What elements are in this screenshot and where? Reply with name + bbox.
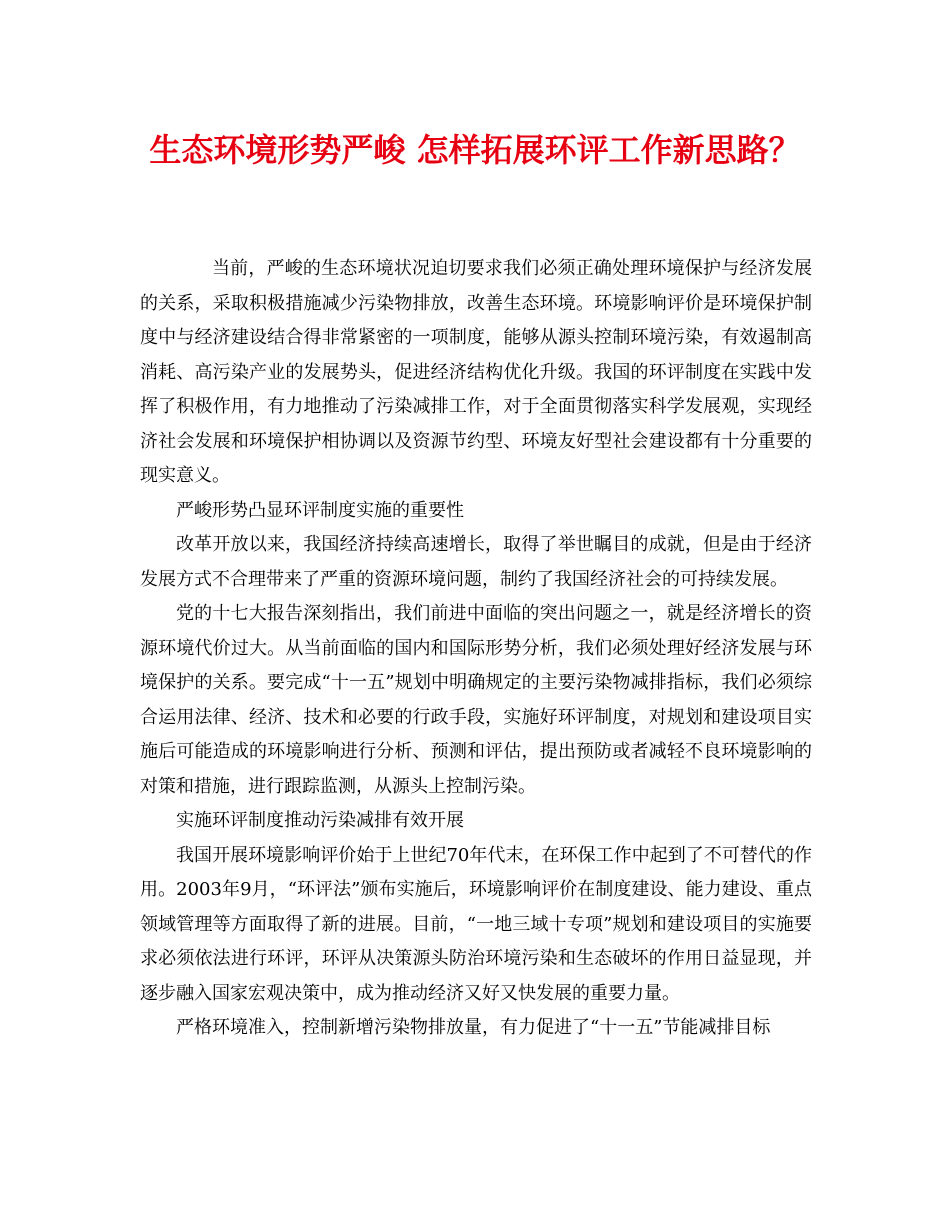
article-body	[140, 252, 812, 1046]
paragraph-intro: 当前，严峻的生态环境状况迫切要求我们必须正确处理环境保护与经济发展的关系，采取积极措施减少污染物排放，改善生态环境。环境影响评价是环境保护制度中与经济建设结合得非常紧密的一项制度，能够从源头控制环境污染，有效遏制高消耗、高污染产业的发展势头，促进经济结构优化升级。我国的环评制度在实践中发挥了积极作用，有力地推动了污染减排工作，对于全面贯彻落实科学发展观，实现经济社会发展和环境保护相协调以及资源节约型、环境友好型社会建设都有十分重要的现实意义。	[140, 258, 812, 486]
paragraph-reform: 改革开放以来，我国经济持续高速增长，取得了举世瞩目的成就，但是由于经济发展方式不合理带来了严重的资源环境问题，制约了我国经济社会的可持续发展。	[140, 534, 812, 590]
section-heading-importance: 严峻形势凸显环评制度实施的重要性	[176, 499, 464, 521]
section-heading-reduction: 实施环评制度推动污染减排有效开展	[176, 810, 464, 831]
paragraph-environmental-access: 严格环境准入，控制新增污染物排放量，有力促进了“十一五”节能减排目标	[176, 1017, 771, 1038]
article-title: 生态环境形势严峻 怎样拓展环评工作新思路？	[149, 131, 801, 169]
paragraph-party-congress: 党的十七大报告深刻指出，我们前进中面临的突出问题之一，就是经济增长的资源环境代价过大。从当前面临的国内和国际形势分析，我们必须处理好经济发展与环境保护的关系。要完成“十一五”规划中明确规定的主要污染物减排指标，我们必须综合运用法律、经济、技术和必要的行政手段，实施好环评制度，对规划和建设项目实施后可能造成的环境影响进行分析、预测和评估，提出预防或者减轻不良环境影响的对策和措施，进行跟踪监测，从源头上控制污染。	[140, 603, 812, 797]
paragraph-eia-history: 我国开展环境影响评价始于上世纪70年代末，在环保工作中起到了不可替代的作用。2003年9月，“环评法”颁布实施后，环境影响评价在制度建设、能力建设、重点领域管理等方面取得了新的进展。目前，“一地三域十专项”规划和建设项目的实施要求必须依法进行环评，环评从决策源头防治环境污染和生态破坏的作用日益显现，并逐步融入国家宏观决策中，成为推动经济又好又快发展的重要力量。	[140, 844, 812, 1004]
